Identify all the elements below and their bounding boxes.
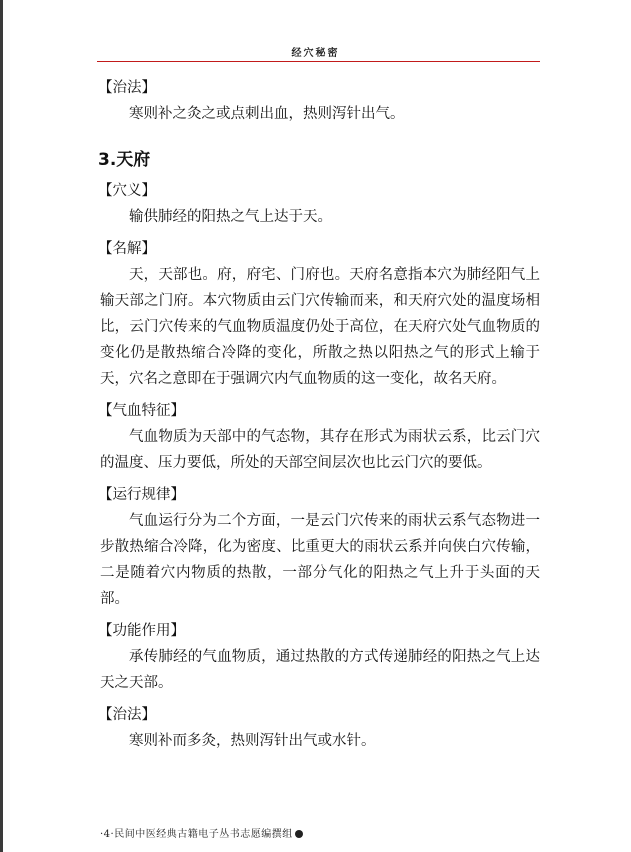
page-footer	[100, 825, 303, 840]
section-heading-name-explanation: 【名解】	[98, 241, 156, 257]
acupoint-title: 3.天府	[98, 150, 151, 170]
header-rule	[97, 61, 540, 62]
footer-dot-icon	[295, 830, 303, 838]
section-body-treatment-2: 寒则补而多灸，热则泻针出气或水针。	[129, 733, 376, 749]
section-body-meaning: 输供肺经的阳热之气上达于天。	[129, 209, 332, 225]
section-body-qi-blood: 气血物质为天部中的气态物，其存在形式为雨状云系，比云门穴的温度、压力要低，所处的天部空间层次也比云门穴的要低。	[100, 429, 540, 471]
section-body-movement: 气血运行分为二个方面，一是云门穴传来的雨状云系气态物进一步散热缩合冷降，化为密度、比重更大的雨状云系并向侠白穴传输，二是随着穴内物质的热散，一部分气化的阳热之气上升于头面的天部。	[100, 513, 540, 607]
page-left-border	[0, 0, 3, 852]
section-heading-treatment-2: 【治法】	[98, 707, 156, 723]
section-heading-meaning: 【穴义】	[98, 183, 156, 199]
footer-text: ·4·民间中医经典古籍电子丛书志愿编撰组	[100, 829, 293, 840]
section-body-function: 承传肺经的气血物质，通过热散的方式传递肺经的阳热之气上达天之天部。	[100, 649, 540, 691]
section-heading-treatment: 【治法】	[98, 80, 156, 96]
section-heading-movement: 【运行规律】	[98, 487, 185, 503]
section-body-name-explanation: 天，天部也。府，府宅、门府也。天府名意指本穴为肺经阳气上输天部之门府。本穴物质由云门穴传输而来，和天府穴处的温度场相比，云门穴传来的气血物质温度仍处于高位，在天府穴处气血物质的变化仍是散热缩合冷降的变化，所散之热以阳热之气的形式上输于天，穴名之意即在于强调穴内气血物质的这一变化，故名天府。	[100, 267, 540, 387]
section-heading-function: 【功能作用】	[98, 623, 185, 639]
page-content	[100, 75, 540, 754]
section-heading-qi-blood: 【气血特征】	[98, 403, 185, 419]
running-header-title: 经穴秘密	[291, 48, 340, 59]
section-body-treatment: 寒则补之灸之或点刺出血，热则泻针出气。	[129, 106, 405, 122]
